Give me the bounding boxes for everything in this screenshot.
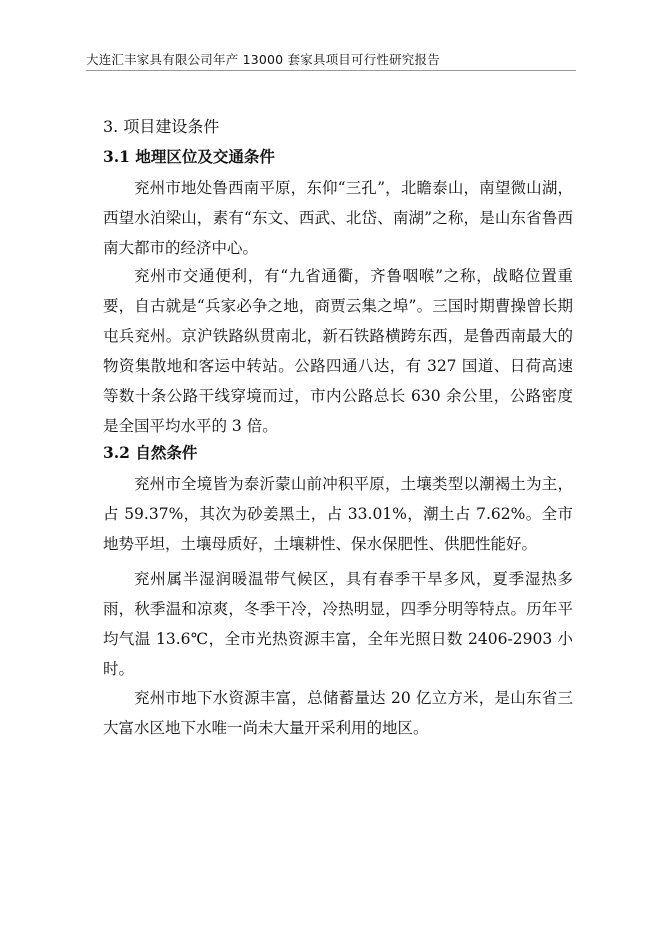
paragraph-location: 兖州市地处鲁西南平原，东仰“三孔”，北瞻泰山，南望微山湖，西望水泊梁山，素有“东文、西武、北岱、南湖”之称，是山东省鲁西南大都市的经济中心。 <box>103 179 573 257</box>
paragraph-soil: 兖州市全境皆为泰沂蒙山前冲积平原，土壤类型以潮褐土为主，占 59.37%，其次为砂姜黑土，占 33.01%，潮土占 7.62%。全市地势平坦，土壤母质好，土壤耕性、保水保肥性、供肥性能好。 <box>103 475 573 553</box>
section-heading: 3. 项目建设条件 <box>103 117 220 136</box>
header-divider <box>86 70 576 71</box>
paragraph-transport: 兖州市交通便利，有“九省通衢，齐鲁咽喉”之称，战略位置重要，自古就是“兵家必争之地，商贾云集之埠”。三国时期曹操曾长期屯兵兖州。京沪铁路纵贯南北，新石铁路横跨东西，是鲁西南最大的物资集散地和客运中转站。公路四通八达，有 327 国道、日荷高速等数十条公路干线穿境而过，市内公路总长 630 余公里，公路密度是全国平均水平的 3 倍。 <box>103 267 573 435</box>
subsection-heading-3-1: 3.1 地理区位及交通条件 <box>103 147 275 166</box>
running-header: 大连汇丰家具有限公司年产 13000 套家具项目可行性研究报告 <box>86 52 440 67</box>
paragraph-climate: 兖州属半湿润暖温带气候区，具有春季干旱多风，夏季湿热多雨，秋季温和凉爽，冬季干冷，冷热明显，四季分明等特点。历年平均气温 13.6℃，全市光热资源丰富，全年光照日数 2406-2903 小时。 <box>103 570 573 678</box>
paragraph-groundwater: 兖州市地下水资源丰富，总储蓄量达 20 亿立方米，是山东省三大富水区地下水唯一尚未大量开采利用的地区。 <box>103 689 573 737</box>
subsection-heading-3-2: 3.2 自然条件 <box>103 443 198 462</box>
